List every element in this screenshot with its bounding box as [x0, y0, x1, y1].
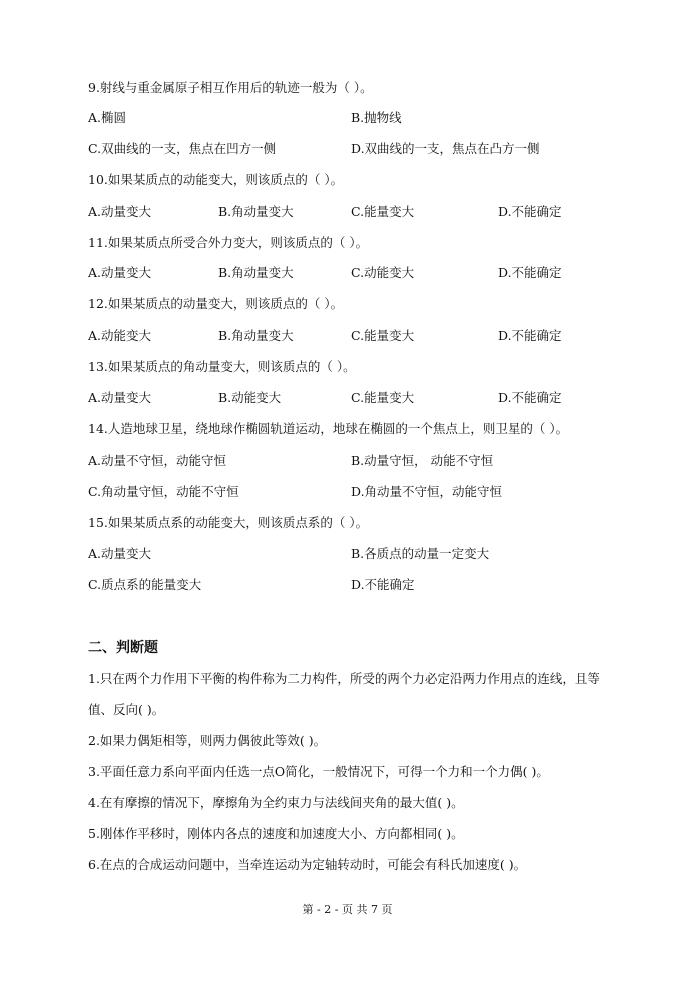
question-14-options-2	[88, 484, 648, 500]
option-b: B.动能变大	[218, 390, 282, 405]
option-b: B.角动量变大	[218, 204, 294, 219]
option-a: A.动能变大	[88, 328, 152, 343]
option-a: A.动量变大	[88, 390, 152, 405]
question-10-stem: 10.如果某质点的动能变大，则该质点的（ ）。	[88, 172, 344, 187]
question-13-stem: 13.如果某质点的角动量变大，则该质点的（ ）。	[88, 359, 356, 374]
option-c: C.质点系的能量变大	[88, 577, 202, 592]
option-c: C.能量变大	[351, 204, 415, 219]
option-b: B.角动量变大	[218, 328, 294, 343]
judgment-1-line-1: 1.只在两个力作用下平衡的构件称为二力构件，所受的两个力必定沿两力作用点的连线，且等	[88, 671, 600, 686]
option-d: D.不能确定	[498, 265, 562, 280]
option-b: B.抛物线	[351, 110, 402, 125]
option-a: A.椭圆	[88, 110, 127, 125]
option-d: D.不能确定	[351, 577, 415, 592]
option-a: A.动量不守恒，动能守恒	[88, 453, 227, 468]
option-d: D.不能确定	[498, 328, 562, 343]
judgment-3: 3.平面任意力系向平面内任选一点O简化，一般情况下，可得一个力和一个力偶( )。	[88, 764, 549, 779]
question-15-options-2	[88, 577, 648, 593]
question-12-options	[88, 328, 648, 344]
question-15-stem: 15.如果某质点系的动能变大，则该质点系的（ ）。	[88, 515, 369, 530]
page-footer: 第 - 2 - 页 共 7 页	[302, 903, 393, 916]
question-12-stem: 12.如果某质点的动量变大，则该质点的（ ）。	[88, 296, 344, 311]
option-a: A.动量变大	[88, 265, 152, 280]
question-11-stem: 11.如果某质点所受合外力变大，则该质点的（ ）。	[88, 235, 369, 250]
question-14-stem: 14.人造地球卫星，绕地球作椭圆轨道运动，地球在椭圆的一个焦点上，则卫星的（ ）。	[88, 421, 569, 436]
option-c: C.能量变大	[351, 328, 415, 343]
option-a: A.动量变大	[88, 546, 152, 561]
question-9-stem: 9.射线与重金属原子相互作用后的轨迹一般为（ ）。	[88, 80, 373, 95]
option-c: C.双曲线的一支，焦点在凹方一侧	[88, 141, 277, 156]
judgment-6: 6.在点的合成运动问题中，当牵连运动为定轴转动时，可能会有科氏加速度( )。	[88, 857, 527, 872]
question-14-options	[88, 453, 648, 469]
option-b: B.各质点的动量一定变大	[351, 546, 490, 561]
option-c: C.角动量守恒，动能不守恒	[88, 484, 239, 499]
question-11-options	[88, 265, 648, 281]
option-d: D.不能确定	[498, 390, 562, 405]
option-b: B.动量守恒， 动能不守恒	[351, 453, 494, 468]
judgment-4: 4.在有摩擦的情况下，摩擦角为全约束力与法线间夹角的最大值( )。	[88, 795, 464, 810]
section-title: 二、判断题	[88, 640, 158, 656]
question-13-options	[88, 390, 648, 406]
option-d: D.不能确定	[498, 204, 562, 219]
option-c: C.能量变大	[351, 390, 415, 405]
option-d: D.双曲线的一支，焦点在凸方一侧	[351, 141, 540, 156]
option-b: B.角动量变大	[218, 265, 294, 280]
option-c: C.动能变大	[351, 265, 415, 280]
question-9-options	[88, 110, 648, 126]
judgment-5: 5.刚体作平移时，刚体内各点的速度和加速度大小、方向都相同( )。	[88, 826, 464, 841]
option-d: D.角动量不守恒，动能守恒	[351, 484, 503, 499]
option-a: A.动量变大	[88, 204, 152, 219]
question-9-options-2	[88, 141, 648, 157]
judgment-1-line-2: 值、反向( )。	[88, 702, 165, 717]
question-10-options	[88, 204, 648, 220]
judgment-2: 2.如果力偶矩相等，则两力偶彼此等效( )。	[88, 733, 327, 748]
question-15-options	[88, 546, 648, 562]
